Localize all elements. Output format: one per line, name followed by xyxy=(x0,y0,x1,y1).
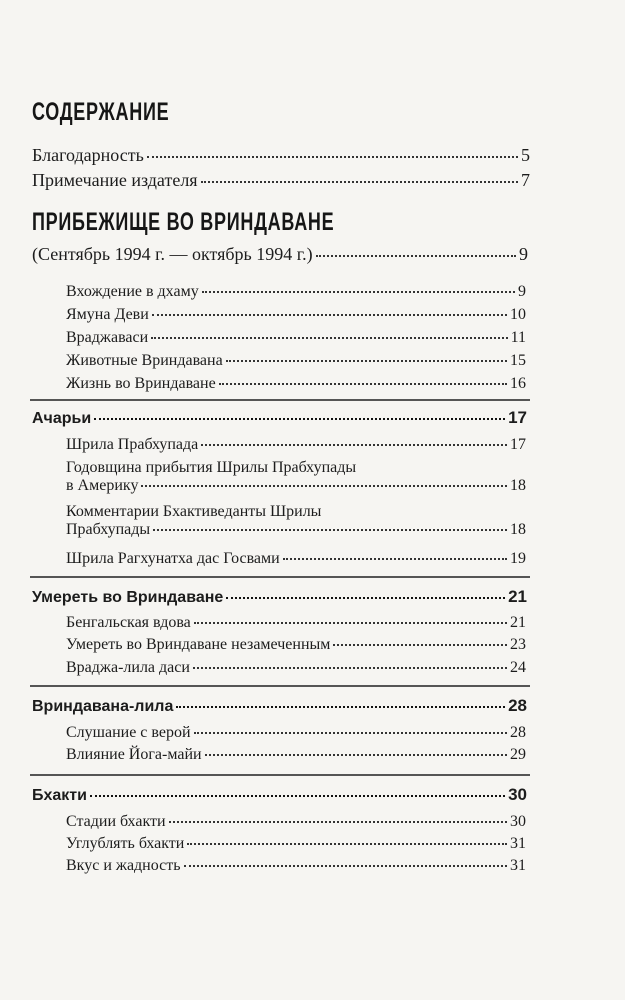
entry-label: Умереть во Вриндаване незамеченным xyxy=(66,636,331,653)
dot-leader xyxy=(153,528,507,531)
toc-subentry xyxy=(66,375,526,393)
dot-leader xyxy=(219,382,507,385)
section-subtitle-entry xyxy=(32,244,528,265)
chapter-label: Бхакти xyxy=(32,787,87,804)
toc-entry xyxy=(32,145,530,166)
chapter-label: Ачарьи xyxy=(32,410,92,427)
dot-leader xyxy=(94,417,505,420)
chapter-entry xyxy=(32,408,527,428)
entry-label: Враджа-лила даси xyxy=(66,659,190,676)
page-number: 17 xyxy=(508,408,527,427)
dot-leader xyxy=(201,443,507,446)
dot-leader xyxy=(201,180,518,183)
chapter-entry xyxy=(32,587,527,607)
dot-leader xyxy=(194,731,507,734)
toc-subentry xyxy=(66,283,526,301)
page-number: 30 xyxy=(508,785,527,804)
toc-subentry xyxy=(66,459,526,495)
page-number: 24 xyxy=(510,659,526,676)
page-number: 15 xyxy=(510,352,526,369)
page-number: 18 xyxy=(510,521,526,538)
dot-leader xyxy=(194,621,507,624)
page-number: 29 xyxy=(510,746,526,763)
chapter-divider xyxy=(30,685,530,687)
page-number: 28 xyxy=(508,696,527,715)
dot-leader xyxy=(187,842,507,845)
page-number: 19 xyxy=(510,550,526,567)
chapter-divider xyxy=(30,576,530,578)
chapter-entry xyxy=(32,696,527,716)
dot-leader xyxy=(316,254,516,257)
dot-leader xyxy=(205,753,507,756)
dot-leader xyxy=(283,557,507,560)
dot-leader xyxy=(226,596,505,599)
toc-subentry xyxy=(66,503,526,539)
entry-label: Примечание издателя xyxy=(32,170,198,190)
entry-label-line1: Комментарии Бхактиведанты Шрилы xyxy=(66,503,322,520)
dot-leader xyxy=(176,705,505,708)
toc-subentry xyxy=(66,436,526,454)
toc-entry xyxy=(32,170,530,191)
section-heading: ПРИБЕЖИЩЕ ВО ВРИНДАВАНЕ xyxy=(32,208,335,236)
dot-leader xyxy=(226,359,507,362)
dot-leader xyxy=(169,820,507,823)
page-number: 18 xyxy=(510,477,526,494)
entry-label: Слушание с верой xyxy=(66,724,191,741)
entry-label-line2: в Америку xyxy=(66,477,139,494)
page-number: 31 xyxy=(510,857,526,874)
dot-leader xyxy=(184,864,507,867)
entry-label: Шрила Рагхунатха дас Госвами xyxy=(66,550,280,567)
page-number: 21 xyxy=(508,587,527,606)
entry-label: Животные Вриндавана xyxy=(66,352,223,369)
page-number: 16 xyxy=(510,375,526,392)
toc-subentry xyxy=(66,659,526,677)
entry-label: Благодарность xyxy=(32,145,144,165)
chapter-divider xyxy=(30,399,530,401)
page-number: 17 xyxy=(510,436,526,453)
entry-label: Шрила Прабхупада xyxy=(66,436,199,453)
page-number: 30 xyxy=(510,813,526,830)
page-number: 21 xyxy=(510,614,526,631)
toc-subentry xyxy=(66,835,526,853)
dot-leader xyxy=(333,643,507,646)
toc-subentry xyxy=(66,813,526,831)
entry-label-line1: Годовщина прибытия Шрилы Прабхупады xyxy=(66,459,357,476)
toc-subentry xyxy=(66,352,526,370)
entry-label: Вкус и жадность xyxy=(66,857,181,874)
entry-label-line2: Прабхупады xyxy=(66,521,151,538)
dot-leader xyxy=(202,290,515,293)
page-number: 5 xyxy=(521,145,530,165)
toc-subentry xyxy=(66,636,526,654)
page-number: 31 xyxy=(510,835,526,852)
entry-label: Влияние Йога-майи xyxy=(66,746,202,763)
toc-subentry xyxy=(66,550,526,568)
toc-subentry xyxy=(66,857,526,875)
toc-subentry xyxy=(66,746,526,764)
toc-subentry xyxy=(66,306,526,324)
toc-subentry xyxy=(66,724,526,742)
page-number: 28 xyxy=(510,724,526,741)
page-number: 10 xyxy=(510,306,526,323)
dot-leader xyxy=(152,313,507,316)
entry-label: Ямуна Деви xyxy=(66,306,149,323)
dot-leader xyxy=(151,336,507,339)
contents-heading: СОДЕРЖАНИЕ xyxy=(32,98,170,126)
entry-label: Вхождение в дхаму xyxy=(66,283,199,300)
toc-subentry xyxy=(66,329,526,347)
dot-leader xyxy=(90,794,505,797)
entry-label: Стадии бхакти xyxy=(66,813,166,830)
toc-subentry xyxy=(66,614,526,632)
dot-leader xyxy=(141,484,507,487)
entry-label: Враджаваси xyxy=(66,329,149,346)
page-number: 23 xyxy=(510,636,526,653)
entry-label: Бенгальская вдова xyxy=(66,614,191,631)
entry-label: (Сентябрь 1994 г. — октябрь 1994 г.) xyxy=(32,244,313,264)
chapter-label: Вриндавана-лила xyxy=(32,698,174,715)
chapter-label: Умереть во Вриндаване xyxy=(32,589,224,606)
page-number: 7 xyxy=(521,170,530,190)
page-number: 9 xyxy=(518,283,526,300)
entry-label: Жизнь во Вриндаване xyxy=(66,375,216,392)
dot-leader xyxy=(193,666,507,669)
page-number: 9 xyxy=(519,244,528,264)
entry-label: Углублять бхакти xyxy=(66,835,185,852)
dot-leader xyxy=(147,155,518,158)
chapter-divider xyxy=(30,774,530,776)
page-number: 11 xyxy=(510,329,526,346)
chapter-entry xyxy=(32,785,527,805)
